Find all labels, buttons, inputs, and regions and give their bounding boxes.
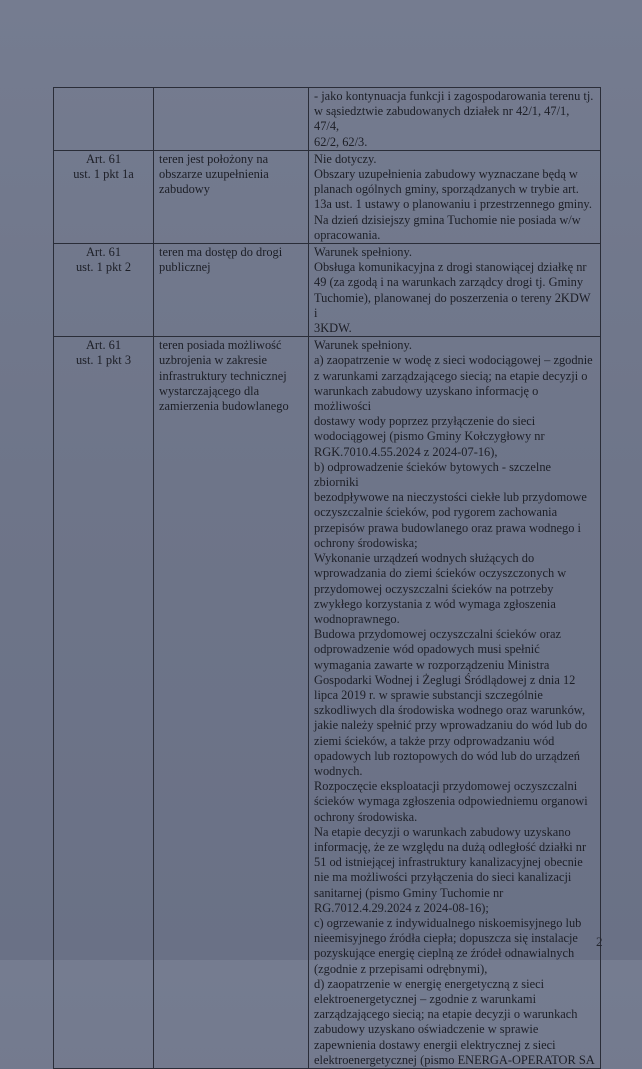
text-line: obszarze uzupełnienia bbox=[159, 167, 269, 182]
text-line: Wykonanie urządzeń wodnych służących do bbox=[314, 551, 535, 566]
text-line: zabudowy uzyskano oświadczenie w sprawie bbox=[314, 1022, 539, 1037]
article-cell bbox=[54, 88, 154, 151]
text-line: Warunek spełniony. bbox=[314, 338, 412, 353]
text-line: opadowych lub roztopowych do wód lub do urządzeń bbox=[314, 748, 580, 763]
text-line: zapewnienia dostawy energii elektrycznej z sieci bbox=[314, 1037, 556, 1052]
text-line: przydomowej oczyszczalni ścieków na potrzeby bbox=[314, 581, 554, 596]
text-line: ścieków wymaga zgłoszenia odpowiedniemu organowi bbox=[314, 794, 588, 809]
assessment-cell bbox=[309, 150, 601, 243]
text-line: ust. 1 pkt 2 bbox=[75, 260, 132, 275]
text-line: zwykłego korzystania z wód wymaga zgłoszenia bbox=[314, 596, 556, 611]
text-line: Art. 61 bbox=[85, 245, 122, 260]
text-line: RGK.7010.4.55.2024 z 2024-07-16), bbox=[314, 444, 498, 459]
text-line: informację, że ze względu na dużą odległość działki nr bbox=[314, 839, 587, 854]
text-line: wystarczającego dla bbox=[159, 383, 260, 398]
text-line: w sąsiedztwie zabudowanych działek nr 42/1, 47/1, 47/4, bbox=[314, 104, 570, 134]
condition-cell bbox=[154, 244, 309, 337]
text-line: d) zaopatrzenie w energię energetyczną z sieci bbox=[314, 976, 545, 991]
text-line: ust. 1 pkt 1a bbox=[73, 167, 134, 182]
text-line: Tuchomie), planowanej do poszerzenia o tereny 2KDW i bbox=[314, 290, 591, 320]
condition-cell bbox=[154, 337, 309, 1069]
condition-cell bbox=[154, 150, 309, 243]
text-line: z warunkami zarządzającego siecią; na etapie decyzji o bbox=[314, 368, 588, 383]
page-number: 2 bbox=[596, 934, 603, 949]
article-cell bbox=[54, 150, 154, 243]
text-line: - jako kontynuacja funkcji i zagospodarowania terenu tj. bbox=[314, 89, 594, 103]
text-line: ziemi ścieków, a także przy odprowadzaniu wód bbox=[314, 733, 555, 748]
article-cell bbox=[54, 337, 154, 1069]
text-line: b) odprowadzenie ścieków bytowych - szczelne zbiorniki bbox=[314, 459, 552, 490]
text-line: nie ma możliwości przyłączenia do sieci kanalizacji bbox=[314, 870, 572, 885]
text-line: pozyskujące energię cieplną ze źródeł odnawialnych bbox=[314, 946, 575, 961]
text-line: Warunek spełniony. bbox=[314, 245, 412, 260]
text-line: lipca 2019 r. w sprawie substancji szczególnie bbox=[314, 687, 543, 702]
text-line: wprowadzania do ziemi ścieków oczyszczonych w bbox=[314, 566, 567, 581]
condition-cell bbox=[154, 88, 309, 151]
text-line: uzbrojenia w zakresie bbox=[159, 353, 268, 368]
text-line: Art. 61 bbox=[85, 151, 122, 166]
assessment-cell bbox=[309, 88, 601, 151]
text-line: opracowania. bbox=[314, 227, 381, 242]
text-line: warunkach zabudowy uzyskano informację o możliwości bbox=[314, 383, 539, 414]
conditions-table bbox=[53, 87, 601, 1069]
text-line: szkodliwych dla środowiska wodnego oraz warunków, bbox=[314, 703, 586, 718]
text-line: jakie należy spełnić przy wprowadzaniu do wód lub do bbox=[314, 718, 588, 733]
text-line: Na dzień dzisiejszy gmina Tuchomie nie posiada w/w bbox=[314, 212, 581, 227]
assessment-cell bbox=[309, 337, 601, 1069]
text-line: Nie dotyczy. bbox=[314, 151, 377, 166]
text-line: teren ma dostęp do drogi bbox=[159, 245, 283, 260]
text-line: bezodpływowe na nieczystości ciekłe lub przydomowe bbox=[314, 490, 587, 505]
text-line: Obsługa komunikacyjna z drogi stanowiącej działkę nr bbox=[314, 260, 587, 275]
text-line: teren posiada możliwość bbox=[159, 338, 282, 353]
assessment-cell bbox=[309, 244, 601, 337]
text-line: oczyszczalnie ścieków, pod rygorem zachowania bbox=[314, 505, 558, 520]
text-line: elektroenergetycznej – zgodnie z warunkami bbox=[314, 991, 537, 1006]
text-line: ochrony środowiska; bbox=[314, 535, 418, 550]
text-line: teren jest położony na bbox=[159, 151, 269, 166]
text-line: wymagania zawarte w rozporządzeniu Ministra bbox=[314, 657, 550, 672]
text-line: ochrony środowiska. bbox=[314, 809, 418, 824]
table-row bbox=[54, 244, 601, 337]
text-line: 49 (za zgodą i na warunkach zarządcy drogi tj. Gminy bbox=[314, 275, 584, 290]
text-line: odprowadzenie wód opadowych musi spełnić bbox=[314, 642, 540, 657]
text-line: RG.7012.4.29.2024 z 2024-08-16); bbox=[314, 900, 489, 915]
table-row bbox=[54, 88, 601, 151]
text-line: Art. 61 bbox=[85, 338, 122, 353]
text-line: dostawy wody poprzez przyłączenie do sieci bbox=[314, 414, 536, 429]
text-line: przepisów prawa budowlanego oraz prawa wodnego i bbox=[314, 520, 581, 535]
text-line: Budowa przydomowej oczyszczalni ścieków oraz bbox=[314, 627, 562, 642]
text-line: 62/2, 62/3. bbox=[314, 134, 368, 149]
text-line: wodociągowej (pismo Gminy Kołczygłowy nr bbox=[314, 429, 545, 444]
text-line: Gospodarki Wodnej i Żeglugi Śródlądowej z dnia 12 bbox=[314, 672, 576, 687]
text-line: infrastruktury technicznej bbox=[159, 368, 287, 383]
text-line: Obszary uzupełnienia zabudowy wyznaczane będą w bbox=[314, 167, 578, 182]
text-line: 51 od istniejącej infrastruktury kanalizacyjnej obecnie bbox=[314, 855, 583, 870]
text-line: wodnoprawnego. bbox=[314, 611, 400, 626]
text-line: Na etapie decyzji o warunkach zabudowy uzyskano bbox=[314, 824, 571, 839]
text-line: (zgodnie z przepisami odrębnymi), bbox=[314, 961, 488, 976]
text-line: nieemisyjnego źródła ciepła; dopuszcza się instalacje bbox=[314, 931, 578, 946]
text-line: wodnych. bbox=[314, 763, 363, 778]
text-line: Rozpoczęcie eksploatacji przydomowej oczyszczalni bbox=[314, 779, 578, 794]
text-line: elektroenergetycznej (pismo ENERGA-OPERATOR SA bbox=[314, 1052, 595, 1067]
article-cell bbox=[54, 244, 154, 337]
text-line: 13a ust. 1 ustawy o planowaniu i przestrzennego gminy. bbox=[314, 197, 592, 212]
text-line: c) ogrzewanie z indywidualnego niskoemisyjnego lub bbox=[314, 915, 582, 930]
table-row bbox=[54, 337, 601, 1069]
text-line: publicznej bbox=[159, 260, 211, 275]
text-line: zarządzającego siecią; na etapie decyzji o warunkach bbox=[314, 1007, 578, 1022]
text-line: planach ogólnych gminy, sporządzanych w trybie art. bbox=[314, 182, 579, 197]
text-line: 3KDW. bbox=[314, 321, 352, 336]
text-line: ust. 1 pkt 3 bbox=[75, 353, 132, 368]
text-line: sanitarnej (pismo Gminy Tuchomie nr bbox=[314, 885, 504, 900]
table-row bbox=[54, 150, 601, 243]
text-line: zabudowy bbox=[159, 182, 210, 197]
text-line: a) zaopatrzenie w wodę z sieci wodociągowej – zgodnie bbox=[314, 353, 593, 368]
text-line: zamierzenia budowlanego bbox=[159, 399, 289, 414]
